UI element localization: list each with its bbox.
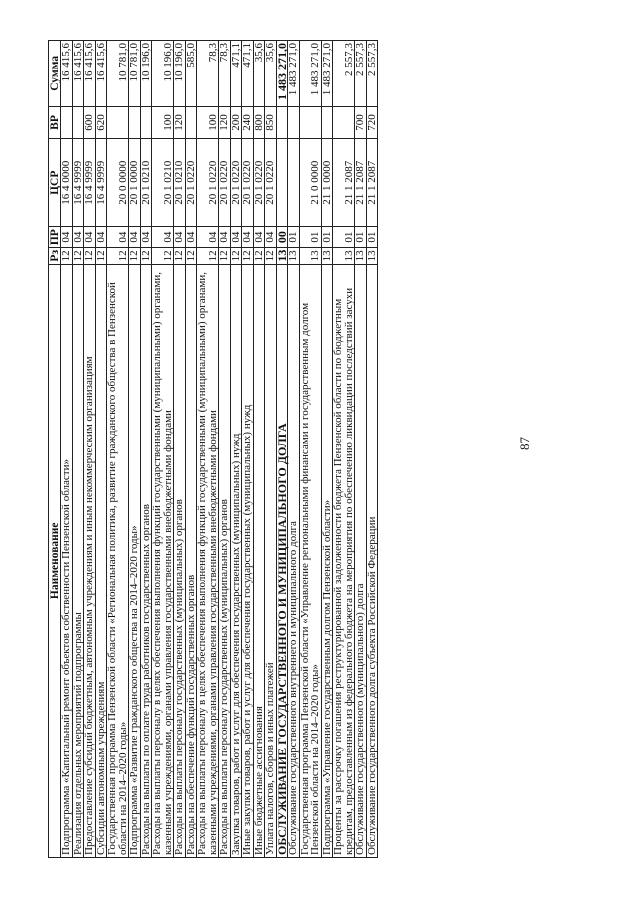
cell-sum: 10 196,0 [152,41,174,107]
cell-csr: 16 4 9999 [84,139,96,227]
cell-sum: 78,3 [219,41,231,107]
cell-name: Расходы на выплаты по оплате труда работников государственных органов [140,264,152,857]
cell-rz: 12 [61,248,73,264]
cell-sum: 471,1 [230,41,242,107]
cell-csr: 21 1 2087 [366,139,378,227]
cell-csr [276,139,288,227]
header-name: Наименование [49,264,61,857]
cell-vr [107,106,129,139]
cell-pr: 04 [242,227,254,248]
cell-name: Иные закупки товаров, работ и услуг для обеспечения государственных (муниципальных) нужд [242,264,254,857]
cell-rz: 12 [107,248,129,264]
cell-sum: 1 483 271,0 [299,41,321,107]
cell-csr: 21 1 0000 [321,139,333,227]
cell-vr [185,106,197,139]
cell-rz: 12 [152,248,174,264]
table-row [197,41,219,858]
cell-vr: 240 [242,106,254,139]
cell-sum: 16 415,6 [72,41,84,107]
cell-vr: 620 [95,106,107,139]
cell-vr [333,106,355,139]
cell-rz: 12 [253,248,265,264]
cell-pr: 04 [230,227,242,248]
cell-sum: 35,6 [253,41,265,107]
cell-csr: 20 1 0220 [219,139,231,227]
cell-pr: 04 [72,227,84,248]
cell-rz: 12 [72,248,84,264]
cell-csr: 20 1 0210 [140,139,152,227]
cell-sum: 471,1 [242,41,254,107]
cell-rz: 12 [242,248,254,264]
cell-sum: 585,0 [185,41,197,107]
cell-pr: 01 [299,227,321,248]
cell-sum: 16 415,6 [84,41,96,107]
cell-vr: 850 [265,106,277,139]
cell-name: Подпрограмма «Управление государственным долгом Пензенской области» [321,264,333,857]
table-row [107,41,129,858]
cell-sum: 1 483 271,0 [276,41,288,107]
cell-pr: 04 [152,227,174,248]
cell-pr: 04 [61,227,73,248]
header-csr: ЦСР [49,139,61,227]
cell-vr [72,106,84,139]
cell-rz: 12 [197,248,219,264]
table-row [72,41,84,858]
table-row [288,41,300,858]
table-row [299,41,321,858]
cell-name: Государственная программа Пензенской области «Региональная политика, развитие гражданского общества в Пензенской области на 2014–2020 годы» [107,264,129,857]
table-row [230,41,242,858]
cell-sum: 35,6 [265,41,277,107]
cell-name: Реализация отдельных мероприятий подпрограммы [72,264,84,857]
cell-rz: 13 [299,248,321,264]
cell-pr: 04 [129,227,141,248]
cell-sum: 1 483 271,0 [321,41,333,107]
cell-name: Уплата налогов, сборов и иных платежей [265,264,277,857]
cell-name: Расходы на обеспечение функций государственных органов [185,264,197,857]
cell-pr: 04 [174,227,186,248]
cell-name: Расходы на выплаты персоналу государственных (муниципальных) органов [219,264,231,857]
table-row [276,41,288,858]
cell-pr: 04 [140,227,152,248]
table-row [355,41,367,858]
cell-vr: 700 [355,106,367,139]
cell-pr: 04 [265,227,277,248]
cell-sum: 10 781,0 [129,41,141,107]
cell-rz: 13 [355,248,367,264]
cell-name: Субсидии автономным учреждениям [95,264,107,857]
cell-sum: 1 483 271,0 [288,41,300,107]
table-row [253,41,265,858]
cell-name: ОБСЛУЖИВАНИЕ ГОСУДАРСТВЕННОГО И МУНИЦИПАЛЬНОГО ДОЛГА [276,264,288,857]
budget-table [48,40,378,858]
cell-rz: 13 [321,248,333,264]
cell-vr [140,106,152,139]
cell-vr [129,106,141,139]
cell-csr: 20 1 0220 [185,139,197,227]
cell-pr: 00 [276,227,288,248]
cell-sum: 2 557,3 [366,41,378,107]
cell-pr: 04 [95,227,107,248]
table-row [219,41,231,858]
cell-pr: 01 [355,227,367,248]
cell-pr: 04 [107,227,129,248]
cell-pr: 04 [253,227,265,248]
table-row [321,41,333,858]
cell-rz: 12 [140,248,152,264]
cell-csr: 21 0 0000 [299,139,321,227]
cell-sum: 10 196,0 [140,41,152,107]
cell-vr: 100 [152,106,174,139]
cell-pr: 01 [321,227,333,248]
cell-vr [321,106,333,139]
cell-pr: 04 [185,227,197,248]
cell-rz: 12 [129,248,141,264]
cell-name: Проценты за рассрочку погашения реструктурированной задолженности бюджета Пензенской области по бюджетным кредитам, предоставленным из федерального бюджета на мероприятия по обеспечению ликвидации последствий засухи [333,264,355,857]
cell-pr: 01 [333,227,355,248]
cell-pr: 01 [366,227,378,248]
table-row [140,41,152,858]
cell-sum: 10 781,0 [107,41,129,107]
cell-name: Расходы на выплаты персоналу в целях обеспечения выполнения функций государственными (муниципальными) органами, казенными учреждениями, органами управления государственными внебюджетными фондами [152,264,174,857]
cell-sum: 78,3 [197,41,219,107]
table-row [61,41,73,858]
cell-name: Обслуживание государственного долга субъекта Российской Федерации [366,264,378,857]
header-vr: ВР [49,106,61,139]
cell-name: Подпрограмма «Капитальный ремонт объектов собственности Пензенской области» [61,264,73,857]
cell-sum: 16 415,6 [61,41,73,107]
header-sum: Сумма [49,41,61,107]
cell-rz: 13 [366,248,378,264]
cell-rz: 13 [276,248,288,264]
cell-vr [288,106,300,139]
cell-rz: 13 [333,248,355,264]
cell-csr: 20 1 0000 [129,139,141,227]
page-number: 87 [517,437,532,450]
cell-rz: 12 [84,248,96,264]
cell-vr: 120 [174,106,186,139]
table-row [185,41,197,858]
cell-name: Обслуживание государственного внутреннего и муниципального долга [288,264,300,857]
cell-csr: 16 4 9999 [95,139,107,227]
cell-rz: 12 [95,248,107,264]
cell-rz: 12 [230,248,242,264]
cell-vr: 600 [84,106,96,139]
cell-pr: 04 [84,227,96,248]
cell-csr: 20 1 0220 [230,139,242,227]
table-row [84,41,96,858]
cell-rz: 12 [265,248,277,264]
cell-rz: 12 [185,248,197,264]
cell-vr: 720 [366,106,378,139]
cell-csr: 20 1 0220 [253,139,265,227]
cell-csr: 20 1 0210 [152,139,174,227]
table-row [129,41,141,858]
header-pr: ПР [49,227,61,248]
cell-csr: 20 1 0220 [197,139,219,227]
table-row [366,41,378,858]
cell-csr: 20 1 0220 [265,139,277,227]
cell-csr: 20 0 0000 [107,139,129,227]
cell-rz: 13 [288,248,300,264]
table-row [152,41,174,858]
cell-vr: 200 [230,106,242,139]
table-body [61,41,378,858]
cell-name: Расходы на выплаты персоналу государственных (муниципальных) органов [174,264,186,857]
table-row [95,41,107,858]
cell-csr: 16 4 9999 [72,139,84,227]
cell-vr [276,106,288,139]
table-row [174,41,186,858]
cell-name: Государственная программа Пензенской области «Управление региональными финансами и государственным долгом Пензенской области на 2014–2020 годы» [299,264,321,857]
cell-name: Обслуживание государственного (муниципального) долга [355,264,367,857]
cell-csr: 20 1 0210 [174,139,186,227]
cell-sum: 2 557,3 [333,41,355,107]
header-rz: Рз [49,248,61,264]
cell-vr: 800 [253,106,265,139]
cell-pr: 04 [219,227,231,248]
table-row [333,41,355,858]
cell-vr [61,106,73,139]
cell-sum: 2 557,3 [355,41,367,107]
budget-table-rotated [48,40,590,858]
cell-csr: 21 1 2087 [355,139,367,227]
cell-vr [299,106,321,139]
cell-name: Закупка товаров, работ и услуг для обеспечения государственных (муниципальных) нужд [230,264,242,857]
cell-vr: 100 [197,106,219,139]
cell-sum: 10 196,0 [174,41,186,107]
cell-name: Иные бюджетные ассигнования [253,264,265,857]
cell-rz: 12 [219,248,231,264]
table-row [242,41,254,858]
cell-name: Подпрограмма «Развитие гражданского общества на 2014–2020 годы» [129,264,141,857]
cell-name: Предоставление субсидий бюджетным, автономным учреждениям и иным некоммерческим организациям [84,264,96,857]
cell-csr: 20 1 0220 [242,139,254,227]
cell-vr: 120 [219,106,231,139]
cell-pr: 01 [288,227,300,248]
cell-name: Расходы на выплаты персоналу в целях обеспечения выполнения функций государственными (муниципальными) органами, казенными учреждениями, органами управления государственными внебюджетными фондами [197,264,219,857]
cell-csr: 16 4 0000 [61,139,73,227]
cell-pr: 04 [197,227,219,248]
cell-rz: 12 [174,248,186,264]
cell-csr [288,139,300,227]
cell-csr: 21 1 2087 [333,139,355,227]
table-header-row [49,41,61,858]
cell-sum: 16 415,6 [95,41,107,107]
